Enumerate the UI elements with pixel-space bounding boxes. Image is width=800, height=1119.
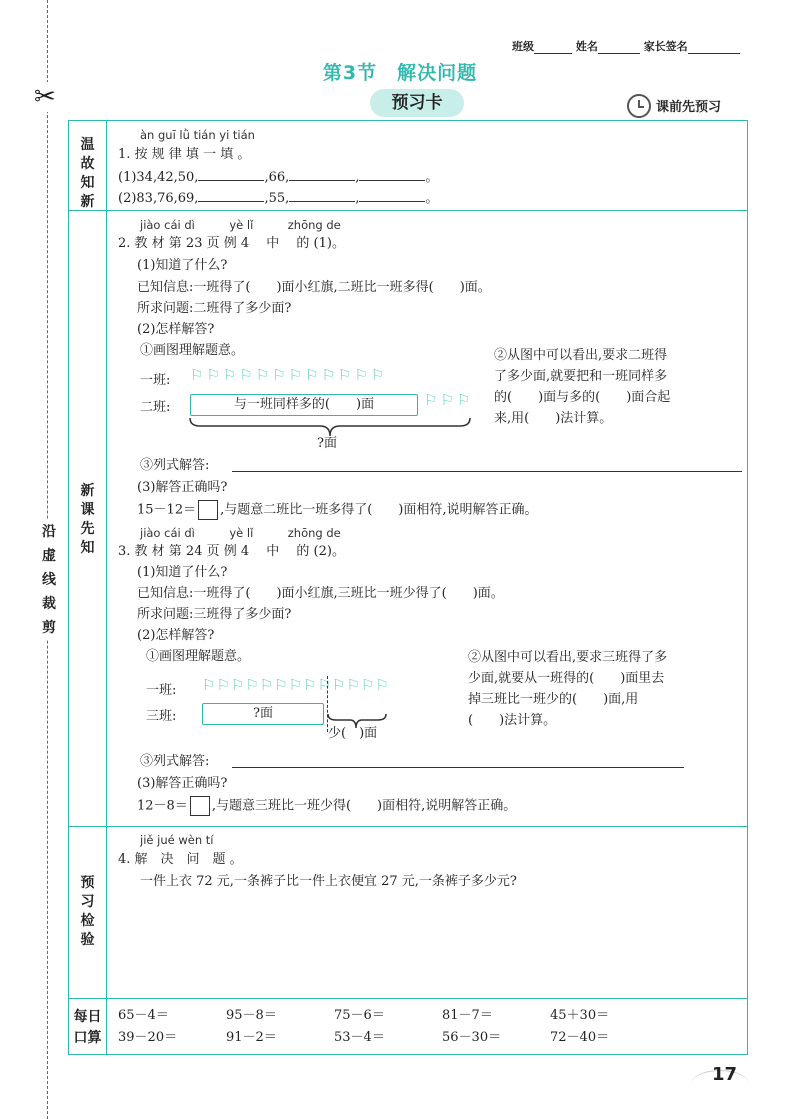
- q3-check-line: 12－8＝ ,与题意三班比一班少得( )面相符,说明解答正确。: [137, 796, 516, 816]
- q3-class3-label: 三班:: [146, 709, 177, 724]
- row-divider: [68, 998, 748, 999]
- calc-item: 53－4＝: [334, 1030, 385, 1045]
- daily-row-2: [118, 1028, 638, 1047]
- answer-blank[interactable]: [198, 167, 264, 181]
- class-label: 班级: [512, 40, 534, 53]
- q3-title: 3. 教 材 第 24 页 例 4 中 的 (2)。: [118, 544, 345, 559]
- q3-explain-3: 掉三班比一班少的( )面,用: [468, 692, 639, 707]
- calc-item: 45＋30＝: [550, 1008, 610, 1023]
- answer-blank[interactable]: [359, 167, 425, 181]
- q3-known: 已知信息:一班得了( )面小红旗,三班比一班少得了( )面。: [137, 586, 504, 601]
- q2-title: 2. 教 材 第 23 页 例 4 中 的 (1)。: [118, 236, 345, 251]
- calc-item: 81－7＝: [442, 1008, 493, 1023]
- answer-blank[interactable]: [198, 188, 264, 202]
- calc-item: 95－8＝: [226, 1008, 277, 1023]
- side-label-new: 新课先知: [80, 483, 95, 556]
- student-info: [512, 38, 740, 54]
- q3-less-label: 少( )面: [328, 726, 378, 741]
- side-label-daily: 每日口算: [73, 1009, 102, 1046]
- calc-item: 91－2＝: [226, 1030, 277, 1045]
- answer-blank[interactable]: [289, 188, 355, 202]
- q3-class3-bar: ?面: [202, 703, 324, 725]
- q3-formula-label: ③列式解答:: [140, 754, 210, 769]
- row-divider: [68, 826, 748, 827]
- q2-ask: 所求问题:二班得了多少面?: [137, 301, 292, 316]
- q2-explain-1: ②从图中可以看出,要求二班得: [494, 348, 668, 363]
- side-label-review: 温故知新: [80, 137, 95, 210]
- q3-draw: ①画图理解题意。: [146, 649, 251, 664]
- q3-explain-1: ②从图中可以看出,要求三班得了多: [468, 650, 668, 665]
- q2-class2-bar: 与一班同样多的( )面: [190, 394, 418, 416]
- q1-row1: (1)34,42,50, ,66, , 。: [118, 167, 438, 187]
- q3-explain-2: 少面,就要从一班得的( )面里去: [468, 671, 665, 686]
- q3-explain-4: ( )法计算。: [468, 713, 557, 728]
- calc-item: 39－20＝: [118, 1030, 178, 1045]
- cut-instruction: 沿虚线裁剪: [39, 520, 59, 640]
- label-column-divider: [106, 120, 107, 1055]
- q3-step2: (2)怎样解答?: [137, 628, 215, 643]
- q2-formula-line[interactable]: [232, 471, 742, 472]
- q2-question-mark: ?面: [317, 436, 337, 451]
- clock-icon: [627, 94, 651, 118]
- q3-step1: (1)知道了什么?: [137, 565, 228, 580]
- q1-pinyin: àn guī lǜ tián yi tián: [140, 128, 255, 142]
- q2-check-line: 15－12＝ ,与题意二班比一班多得了( )面相符,说明解答正确。: [137, 500, 538, 520]
- q1-row2: (2)83,76,69, ,55, , 。: [118, 188, 438, 208]
- q2-step2: (2)怎样解答?: [137, 322, 215, 337]
- q3-check-question: (3)解答正确吗?: [137, 776, 228, 791]
- q4-title: 4. 解 决 问 题 。: [118, 852, 243, 867]
- q2-explain-2: 了多少面,就要把和一班同样多: [494, 369, 668, 384]
- daily-row-1: [118, 1006, 638, 1025]
- q2-known: 已知信息:一班得了( )面小红旗,二班比一班多得( )面。: [137, 280, 491, 295]
- side-label-check: 预习检验: [80, 875, 95, 948]
- scissors-icon: ✂: [34, 82, 56, 112]
- flag-row-extra: ⚐⚐⚐: [424, 391, 474, 409]
- q2-explain-3: 的( )面与多的( )面合起: [494, 390, 671, 405]
- class-field[interactable]: [534, 41, 572, 54]
- calc-item: 65－4＝: [118, 1008, 169, 1023]
- parent-sign-label: 家长签名: [643, 40, 688, 53]
- calc-item: 56－30＝: [442, 1030, 502, 1045]
- q2-step1: (1)知道了什么?: [137, 258, 228, 273]
- q3-class1-label: 一班:: [146, 683, 177, 698]
- page-number: 17: [712, 1064, 738, 1085]
- section-title: 第3节 解决问题: [322, 62, 478, 84]
- preview-label: 课前先预习: [656, 100, 722, 115]
- flag-row-class1: ⚐⚐⚐⚐⚐⚐⚐⚐⚐⚐⚐⚐⚐: [202, 676, 390, 694]
- name-label: 姓名: [575, 40, 598, 53]
- card-title: 预习卡: [370, 89, 464, 117]
- answer-box[interactable]: [198, 500, 218, 520]
- calc-item: 75－6＝: [334, 1008, 385, 1023]
- q2-formula-label: ③列式解答:: [140, 458, 210, 473]
- q4-text: 一件上衣 72 元,一条裤子比一件上衣便宜 27 元,一条裤子多少元?: [140, 874, 517, 889]
- flag-row-class1: ⚐⚐⚐⚐⚐⚐⚐⚐⚐⚐⚐⚐: [190, 366, 388, 384]
- q2-class1-label: 一班:: [140, 373, 171, 388]
- answer-blank[interactable]: [359, 188, 425, 202]
- q3-formula-line[interactable]: [232, 767, 684, 768]
- q2-draw: ①画图理解题意。: [140, 343, 245, 358]
- q2-pinyin: jiào cái dì yè lǐ zhōng de: [140, 218, 341, 232]
- answer-blank[interactable]: [289, 167, 355, 181]
- q3-ask: 所求问题:三班得了多少面?: [137, 607, 292, 622]
- name-field[interactable]: [598, 41, 640, 54]
- answer-box[interactable]: [190, 796, 210, 816]
- row-divider: [68, 210, 748, 211]
- calc-item: 72－40＝: [550, 1030, 610, 1045]
- parent-sign-field[interactable]: [688, 41, 740, 54]
- q1-title: 1. 按 规 律 填 一 填 。: [118, 147, 251, 162]
- q2-check-question: (3)解答正确吗?: [137, 480, 228, 495]
- q2-explain-4: 来,用( )法计算。: [494, 411, 613, 426]
- q3-pinyin: jiào cái dì yè lǐ zhōng de: [140, 526, 341, 540]
- q2-class2-label: 二班:: [140, 400, 171, 415]
- q4-pinyin: jiě jué wèn tí: [140, 833, 214, 847]
